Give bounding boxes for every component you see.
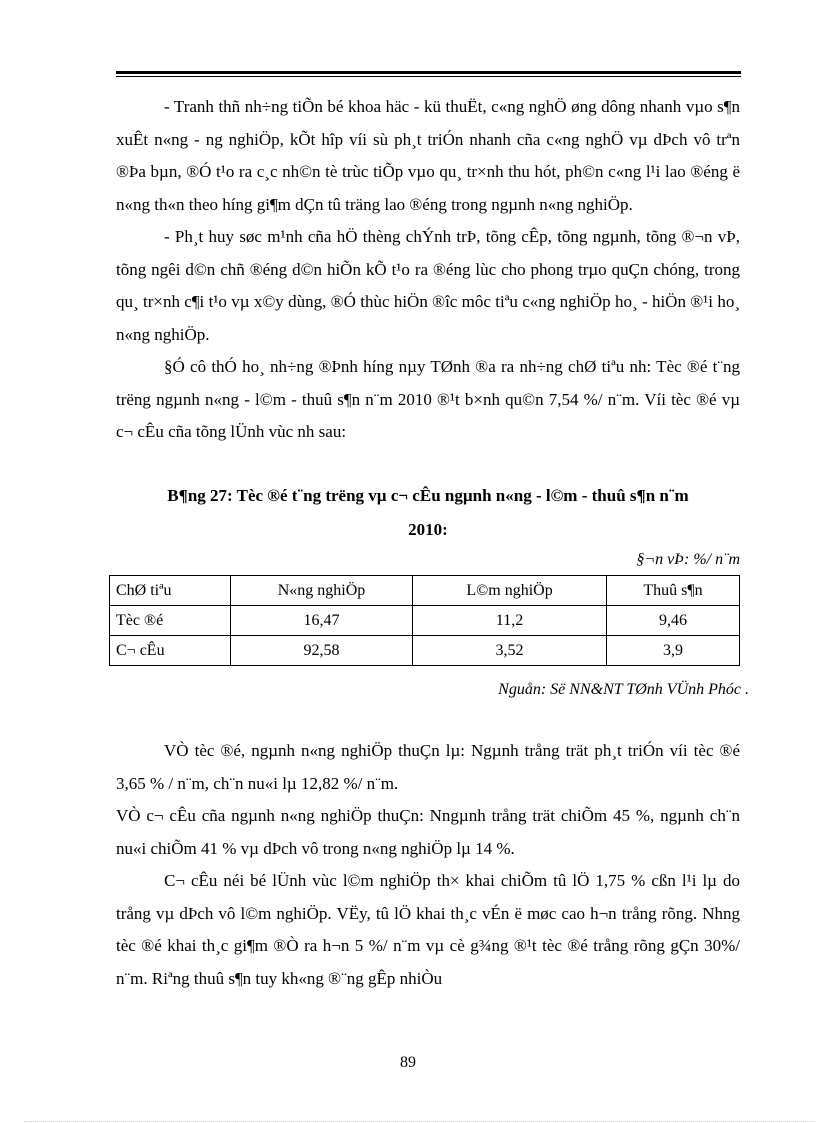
table-cell: 3,52 (413, 636, 607, 666)
table-source: Nguån: Së NN&NT TØnh VÜnh Phóc . (498, 681, 749, 698)
table-header-cell: Thuû s¶n (607, 576, 740, 606)
header-rule-thin (116, 76, 741, 77)
table-cell: 11,2 (413, 606, 607, 636)
table-row (110, 606, 740, 636)
table-cell: 92,58 (231, 636, 413, 666)
table-header-row (110, 576, 740, 606)
data-table (109, 575, 740, 666)
paragraph: VÒ tèc ®é, ngµnh n«ng nghiÖp thuÇn lµ: Ngµnh trång trät ph¸t triÓn víi tèc ®é 3,65 % / n¨m, ch¨n nu«i lµ 12,82 %/ n¨m. (116, 741, 740, 793)
table-header-cell: N«ng nghiÖp (231, 576, 413, 606)
body-text-top (116, 91, 740, 449)
paragraph: VÒ c¬ cÊu cña ngµnh n«ng nghiÖp thuÇn: Nngµnh trång trät chiÕm 45 %, ngµnh ch¨n nu«i chiÕm 41 % vµ dÞch vô trong n«ng nghiÖp lµ 14 %. (116, 806, 740, 858)
table-header-cell: ChØ tiªu (110, 576, 231, 606)
table-row (110, 636, 740, 666)
table-caption-continued: 2010: (408, 520, 448, 539)
table-cell: 3,9 (607, 636, 740, 666)
paragraph: - Tranh thñ nh÷ng tiÕn bé khoa häc - kü thuËt, c«ng nghÖ øng dông nhanh vµo s¶n xuÊt n«ng - ng nghiÖp, kÕt hîp víi sù ph¸t triÓn nhanh cña c«ng nghÖ vµ dÞch vô trªn ®Þa bµn, ®Ó t¹o ra c¸c nh©n tè trùc tiÕp vµo qu¸ tr×nh thu hót, ph©n c«ng l¹i lao ®éng ë n«ng th«n theo híng gi¶m dÇn tû träng lao ®éng trong ngµnh n«ng nghiÖp. (116, 97, 740, 214)
paragraph: - Ph¸t huy søc m¹nh cña hÖ thèng chÝnh trÞ, tõng cÊp, tõng ngµnh, tõng ®¬n vÞ, tõng ngêi d©n chñ ®éng d©n hiÕn kÕ t¹o ra ®éng lùc cho phong trµo quÇn chóng, trong qu¸ tr×nh c¶i t¹o vµ x©y dùng, ®Ó thùc hiÖn ®îc môc tiªu c«ng nghiÖp ho¸ - hiÖn ®¹i ho¸ n«ng nghiÖp. (116, 227, 740, 344)
bottom-dotted-rule (24, 1121, 814, 1122)
table-header-cell: L©m nghiÖp (413, 576, 607, 606)
paragraph: C¬ cÊu néi bé lÜnh vùc l©m nghiÖp th× khai chiÕm tû lÖ 1,75 % cßn l¹i lµ do trång vµ dÞch vô l©m nghiÖp. VËy, tû lÖ khai th¸c vÉn ë møc cao h¬n trång rõng. Nhng tèc ®é khai th¸c gi¶m ®Ò ra h¬n 5 %/ n¨m vµ cè g¾ng ®¹t tèc ®é trång rõng gÇn 30%/ n¨m. Riªng thuû s¶n tuy kh«ng ®¨ng gÊp nhiÒu (116, 871, 740, 988)
table-cell: 9,46 (607, 606, 740, 636)
table-cell: Tèc ®é (110, 606, 231, 636)
page-number: 89 (400, 1054, 416, 1071)
header-rule-thick (116, 71, 741, 74)
paragraph: §Ó cô thÓ ho¸ nh÷ng ®Þnh híng nµy TØnh ®a ra nh÷ng chØ tiªu nh: Tèc ®é t¨ng trëng ngµnh n«ng - l©m - thuû s¶n n¨m 2010 ®¹t b×nh qu©n 7,54 %/ n¨m. Víi tèc ®é vµ c¬ cÊu cña tõng lÜnh vùc nh sau: (116, 357, 740, 441)
unit-label: §¬n vÞ: %/ n¨m (636, 551, 740, 568)
body-text-bottom (116, 735, 740, 995)
table-cell: C¬ cÊu (110, 636, 231, 666)
table-caption: B¶ng 27: Tèc ®é t¨ng trëng vµ c¬ cÊu ngµnh n«ng - l©m - thuû s¶n n¨m (167, 486, 689, 505)
table-cell: 16,47 (231, 606, 413, 636)
